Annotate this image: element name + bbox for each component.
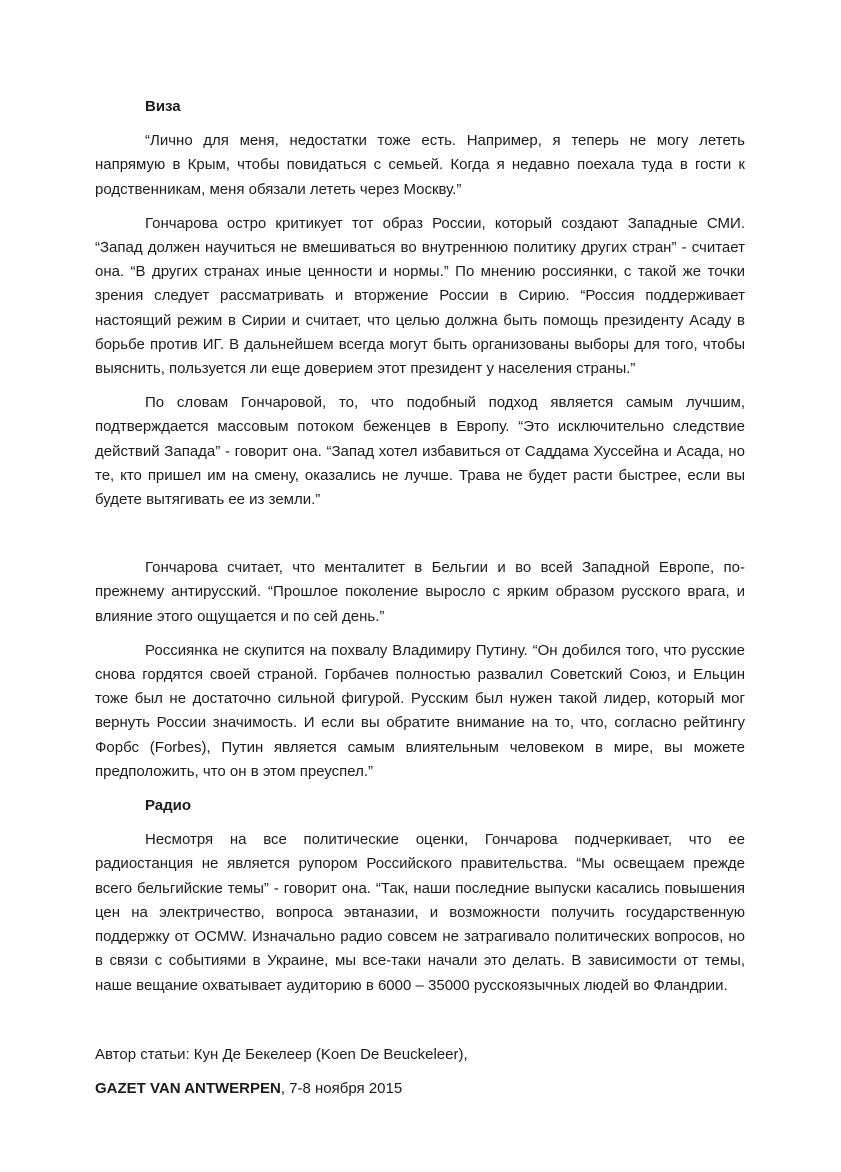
publication-line <box>95 1077 745 1101</box>
paragraph-putin-praise: Россиянка не скупится на похвалу Владимиру Путину. “Он добился того, что русские снова гордятся своей страной. Горбачев полностью развалил Советский Союз, и Ельцин тоже был не достаточно сильной фигурой. Русским был нужен такой лидер, который мог вернуть России значимость. И если вы обратите внимание на то, что, согласно рейтингу Форбс (Forbes), Путин является самым влиятельным человеком в мире, вы можете предположить, что он в этом преуспел.” <box>95 641 745 780</box>
publisher-name: GAZET VAN ANTWERPEN <box>95 1079 281 1097</box>
paragraph-mentality: Гончарова считает, что менталитет в Бельгии и во всей Западной Европе, по-прежнему антирусский. “Прошлое поколение выросло с ярким образом русского врага, и влияние этого ощущается и по сей день.” <box>95 559 745 625</box>
publication-date: , 7-8 ноября 2015 <box>280 1079 403 1097</box>
author-line: Автор статьи: Кун Де Бекелеер (Koen De Beuckeleer), <box>95 1045 468 1063</box>
blank-line-spacer <box>95 522 745 556</box>
section-heading-visa: Виза <box>145 98 181 115</box>
paragraph-radio-station: Несмотря на все политические оценки, Гончарова подчеркивает, что ее радиостанция не является рупором Российского правительства. “Мы освещаем прежде всего бельгийские темы” - говорит она. “Так, наши последние выпуски касались повышения цен на электричество, вопроса эвтаназии, и возможности получить государственную поддержку от OCMW. Изначально радио совсем не затрагивало политических вопросов, но в связи с событиями в Украине, мы все-таки начали это делать. В зависимости от темы, наше вещание охватывает аудиторию в 6000 – 35000 русскоязычных людей во Фландрии. <box>95 831 745 994</box>
paragraph-visa-quote: “Лично для меня, недостатки тоже есть. Например, я теперь не могу лететь напрямую в Крым, чтобы повидаться с семьей. Когда я недавно поехала туда в гости к родственникам, меня обязали лететь через Москву.” <box>95 132 745 198</box>
paragraph-refugees: По словам Гончаровой, то, что подобный подход является самым лучшим, подтверждается массовым потоком беженцев в Европу. “Это исключительно следствие действий Запада” - говорит она. “Запад хотел избавиться от Саддама Хуссейна и Асада, но те, кто пришел им на смену, оказались не лучше. Трава не будет расти быстрее, если вы будете вытягивать ее из земли.” <box>95 394 745 509</box>
section-heading-radio: Радио <box>145 797 192 815</box>
paragraph-western-media: Гончарова остро критикует тот образ России, который создают Западные СМИ. “Запад должен научиться не вмешиваться во внутреннюю политику других стран” - считает она. “В других странах иные ценности и нормы.” По мнению россиянки, с такой же точки зрения следует рассматривать и вторжение России в Сирию. “Россия поддерживает настоящий режим в Сирии и считает, что целью должна быть помощь президенту Асаду в борьбе против ИГ. В дальнейшем всегда могут быть организованы выборы для того, чтобы выяснить, пользуется ли еще доверием этот президент у населения страны.” <box>95 214 745 378</box>
